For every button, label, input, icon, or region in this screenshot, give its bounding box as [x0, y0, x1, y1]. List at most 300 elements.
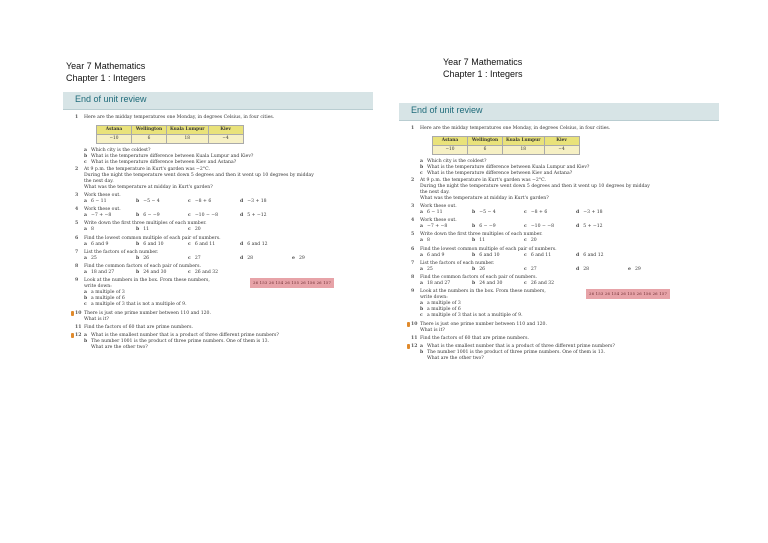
question-text: write down:: [420, 295, 448, 301]
option: [292, 256, 344, 262]
question-text: What is it?: [84, 316, 109, 322]
question-text: Work these out.: [420, 203, 457, 209]
option-letter: a: [84, 269, 87, 275]
question-text: List the factors of each number.: [84, 249, 159, 255]
option-letter: b: [472, 266, 476, 272]
question-10: [411, 322, 715, 334]
option: [84, 256, 136, 262]
part-letter: a: [84, 290, 87, 296]
option: [524, 210, 576, 216]
question-list: [411, 126, 715, 362]
part-text: What is the smallest number that is a product of three different prime numbers?: [91, 332, 279, 338]
option: [420, 224, 472, 230]
option-text: 27: [194, 255, 201, 261]
question-number: 8: [75, 263, 79, 269]
header-chapter: Chapter 1 : Integers: [66, 73, 146, 83]
challenge-marker: [407, 322, 410, 327]
option-letter: a: [84, 241, 87, 247]
city-header: Kuala Lumpur: [503, 137, 545, 146]
option-text: 6 and 9: [426, 252, 445, 258]
option-letter: b: [136, 227, 140, 233]
question-6: [75, 236, 369, 248]
question-text: Here are the midday temperatures one Monday, in degrees Celsius, in four cities.: [84, 115, 275, 120]
option: [84, 227, 136, 233]
question-number: 6: [411, 246, 415, 252]
part-letter: a: [84, 148, 87, 154]
option-letter: b: [136, 255, 140, 261]
header-right: [443, 56, 523, 80]
question-text: What was the temperature at midday in Kurt's garden?: [84, 184, 213, 190]
option-text: 26 and 32: [530, 280, 555, 286]
option: [188, 199, 240, 205]
option-letter: b: [136, 269, 140, 275]
question-1: [411, 126, 715, 178]
option-letter: d: [240, 255, 244, 261]
question-number: 5: [75, 221, 79, 227]
answer-options: [420, 238, 715, 244]
option-letter: d: [576, 210, 580, 216]
part-text: a multiple of 3 that is not a multiple of 9.: [427, 313, 523, 319]
option: [136, 227, 188, 233]
part-letter: b: [420, 307, 424, 313]
option-text: 6 − 11: [426, 210, 443, 216]
option-letter: a: [420, 266, 423, 272]
question-text: There is just one prime number between 110 and 120.: [84, 310, 211, 316]
option-letter: b: [472, 210, 476, 216]
question-number: 4: [411, 218, 415, 224]
part-text: What is the temperature difference between Kiev and Astana?: [427, 171, 573, 177]
temperature-table: [96, 125, 244, 144]
option-text: 8: [90, 227, 94, 233]
temperature-cell: −10: [97, 135, 132, 144]
question-text: List the factors of each number.: [420, 260, 495, 266]
option-letter: d: [576, 252, 580, 258]
question-text: Look at the numbers in the box. From these numbers,: [420, 289, 546, 295]
challenge-marker: [407, 344, 410, 349]
header-chapter: Chapter 1 : Integers: [443, 69, 523, 79]
option-text: 6 and 9: [90, 241, 109, 247]
question-text: write down:: [84, 284, 112, 290]
question-number: 3: [75, 192, 79, 198]
option: [136, 199, 188, 205]
option-letter: c: [188, 199, 191, 205]
option-text: 26 and 32: [194, 269, 219, 275]
option: [472, 210, 524, 216]
temperature-cell: 6: [132, 135, 167, 144]
option-letter: c: [524, 238, 527, 244]
city-header: Astana: [433, 137, 468, 146]
part-text: a multiple of 6: [91, 296, 125, 302]
option-text: 24 and 30: [143, 269, 167, 275]
question-text: At 9 p.m. the temperature in Kurt's garden was −2°C.: [84, 166, 210, 172]
option-text: 29: [298, 255, 305, 261]
option: [84, 213, 136, 219]
question-text: Work these out.: [420, 218, 457, 224]
temperature-cell: −10: [433, 146, 468, 155]
option: [240, 199, 292, 205]
option-text: −8 + 6: [530, 210, 548, 216]
option-letter: a: [84, 213, 87, 219]
option: [188, 270, 240, 276]
question-number: 1: [411, 126, 415, 131]
question-text: Write down the first three multiples of each number.: [420, 232, 543, 238]
option-text: 6 and 12: [247, 241, 268, 247]
page-title: End of unit review: [75, 94, 147, 104]
option: [188, 242, 240, 248]
option: [420, 238, 472, 244]
question-part: [420, 356, 715, 362]
question-text: Work these out.: [84, 207, 121, 213]
title-bar: [399, 103, 719, 121]
question-number: 11: [411, 335, 418, 341]
option-letter: d: [240, 241, 244, 247]
part-text: What are the other two?: [427, 356, 484, 361]
question-number: 11: [75, 324, 82, 330]
question-text: the next day.: [420, 189, 450, 195]
city-header: Kiev: [544, 137, 579, 146]
question-9: [75, 278, 369, 308]
option: [136, 242, 188, 248]
option-text: 6 and 12: [583, 252, 604, 258]
header-subject: Year 7 Mathematics: [443, 57, 523, 67]
temperature-cell: −4: [544, 146, 579, 155]
part-text: a multiple of 6: [427, 307, 461, 313]
page-title: End of unit review: [411, 105, 483, 115]
option-text: 6 and 11: [194, 241, 216, 247]
question-3: [411, 204, 715, 216]
option-text: 6 and 10: [143, 241, 164, 247]
option-letter: c: [188, 269, 191, 275]
option: [420, 210, 472, 216]
part-letter: c: [84, 160, 87, 166]
option-text: 29: [634, 266, 641, 272]
option-text: 25: [426, 266, 433, 272]
city-header: Kuala Lumpur: [167, 126, 209, 135]
question-8: [411, 275, 715, 287]
question-number: 6: [75, 235, 79, 241]
option-letter: a: [420, 252, 423, 258]
option-letter: a: [84, 227, 87, 233]
answer-options: [84, 256, 369, 262]
number-box: 26 153 26 154 26 155 26 156 26 157: [586, 289, 670, 299]
question-number: 10: [75, 310, 82, 316]
part-letter: a: [420, 159, 423, 165]
option-text: 26: [479, 266, 486, 272]
worksheet-page-left: [63, 92, 373, 442]
temperature-cell: 18: [167, 135, 209, 144]
part-letter: c: [84, 302, 87, 308]
answer-options: [84, 227, 369, 233]
option-text: −5 − 4: [143, 199, 160, 205]
option-text: 25: [90, 255, 97, 261]
option: [524, 267, 576, 273]
question-number: 3: [411, 203, 415, 209]
option: [472, 267, 524, 273]
question-list: [75, 115, 369, 351]
option: [240, 213, 292, 219]
answer-options: [84, 270, 369, 276]
question-text: Find the common factors of each pair of numbers.: [420, 274, 537, 280]
part-text: a multiple of 3: [91, 290, 125, 296]
question-text: What is it?: [420, 327, 445, 333]
question-number: 12: [411, 343, 418, 349]
question-number: 5: [411, 232, 415, 238]
question-text: Find the lowest common multiple of each pair of numbers.: [84, 235, 221, 241]
option-text: 11: [143, 227, 150, 233]
part-letter: a: [420, 301, 423, 307]
question-11: [411, 336, 715, 342]
question-12: [411, 344, 715, 362]
option: [188, 213, 240, 219]
option-letter: a: [420, 238, 423, 244]
option-text: −10 − −8: [530, 224, 555, 230]
question-7: [411, 261, 715, 273]
option: [472, 281, 524, 287]
option: [472, 224, 524, 230]
question-part: [84, 345, 369, 351]
option: [136, 213, 188, 219]
question-text: Look at the numbers in the box. From these numbers,: [84, 278, 210, 284]
option: [84, 242, 136, 248]
option: [240, 242, 292, 248]
question-10: [75, 311, 369, 323]
challenge-marker: [71, 311, 74, 316]
option: [136, 256, 188, 262]
option-letter: b: [136, 199, 140, 205]
option-letter: a: [84, 255, 87, 261]
number-box: 26 153 26 154 26 155 26 156 26 157: [250, 278, 334, 288]
question-text: During the night the temperature went down 5 degrees and then it went up 10 degrees by midday: [84, 172, 314, 178]
question-number: 7: [75, 249, 79, 255]
question-5: [411, 232, 715, 244]
question-number: 9: [411, 289, 415, 295]
option-letter: c: [188, 227, 191, 233]
option-text: 6 and 11: [530, 252, 552, 258]
option-text: −3 + 18: [583, 210, 603, 216]
question-12: [75, 333, 369, 351]
question-text: Find the factors of 60 that are prime numbers.: [420, 335, 529, 341]
option-text: −3 + 18: [247, 199, 267, 205]
question-text: There is just one prime number between 110 and 120.: [420, 321, 547, 327]
option-letter: c: [524, 224, 527, 230]
part-letter: b: [84, 296, 88, 302]
question-text: During the night the temperature went down 5 degrees and then it went up 10 degrees by midday: [420, 183, 650, 189]
question-text: Here are the midday temperatures one Monday, in degrees Celsius, in four cities.: [420, 126, 611, 131]
question-text: What was the temperature at midday in Kurt's garden?: [420, 195, 549, 201]
option-text: 28: [247, 255, 254, 261]
option-text: 5 + −12: [247, 213, 267, 219]
option-letter: a: [420, 224, 423, 230]
temperature-cell: 6: [468, 146, 503, 155]
option-text: 6 − −9: [479, 224, 496, 230]
part-letter: c: [420, 313, 423, 319]
option-text: 8: [426, 238, 430, 244]
option: [84, 199, 136, 205]
option-text: 18 and 27: [90, 269, 115, 275]
answer-options: [84, 213, 369, 219]
option-letter: e: [628, 266, 631, 272]
question-8: [75, 264, 369, 276]
question-number: 10: [411, 321, 418, 327]
title-bar: [63, 92, 373, 110]
option-letter: d: [240, 199, 244, 205]
option-letter: b: [472, 252, 476, 258]
question-1: [75, 115, 369, 167]
part-letter: a: [420, 343, 423, 349]
question-number: 8: [411, 274, 415, 280]
temperature-cell: 18: [503, 146, 545, 155]
question-9: [411, 289, 715, 319]
answer-options: [420, 281, 715, 287]
part-text: a multiple of 3 that is not a multiple of 9.: [91, 302, 187, 308]
question-number: 9: [75, 278, 79, 284]
option-letter: d: [576, 224, 580, 230]
temperature-table: [432, 136, 580, 155]
challenge-marker: [71, 333, 74, 338]
question-2: [75, 167, 369, 191]
part-text: a multiple of 3: [427, 301, 461, 307]
answer-options: [420, 210, 715, 216]
part-text: What is the temperature difference between Kuala Lumpur and Kiev?: [91, 154, 254, 160]
temperature-cell: −4: [208, 135, 243, 144]
option: [136, 270, 188, 276]
question-text: Find the factors of 60 that are prime numbers.: [84, 324, 193, 330]
part-text: The number 1001 is the product of three prime numbers. One of them is 13.: [427, 349, 606, 355]
part-letter: c: [420, 171, 423, 177]
option-text: 6 and 10: [479, 252, 500, 258]
option: [472, 238, 524, 244]
option: [576, 253, 628, 259]
option-letter: a: [420, 210, 423, 216]
question-6: [411, 247, 715, 259]
question-11: [75, 325, 369, 331]
option-text: −8 + 6: [194, 199, 212, 205]
option: [240, 256, 292, 262]
answer-options: [84, 242, 369, 248]
question-2: [411, 178, 715, 202]
option-text: 6 − 11: [90, 199, 107, 205]
part-letter: b: [420, 349, 424, 355]
option-letter: c: [188, 213, 191, 219]
option-letter: d: [240, 213, 244, 219]
option-letter: c: [188, 255, 191, 261]
option-text: −10 − −8: [194, 213, 219, 219]
question-part: [420, 313, 715, 319]
option-letter: e: [292, 255, 295, 261]
header-left: [66, 60, 146, 84]
option-letter: b: [136, 213, 140, 219]
option-text: 5 + −12: [583, 224, 603, 230]
option: [472, 253, 524, 259]
option-text: −7 + −8: [90, 213, 112, 219]
option-text: 11: [479, 238, 486, 244]
option-text: 20: [530, 238, 537, 244]
part-text: Which city is the coldest?: [91, 148, 151, 154]
option-letter: c: [524, 266, 527, 272]
answer-options: [84, 199, 369, 205]
option-text: 20: [194, 227, 201, 233]
option-letter: c: [188, 241, 191, 247]
option-text: 24 and 30: [479, 280, 503, 286]
part-letter: a: [84, 332, 87, 338]
part-text: Which city is the coldest?: [427, 159, 487, 165]
option: [420, 253, 472, 259]
header-subject: Year 7 Mathematics: [66, 61, 146, 71]
question-text: Write down the first three multiples of each number.: [84, 221, 207, 227]
answer-options: [420, 253, 715, 259]
option-letter: b: [472, 238, 476, 244]
option-text: 27: [530, 266, 537, 272]
option-letter: a: [84, 199, 87, 205]
option-letter: d: [576, 266, 580, 272]
option: [628, 267, 680, 273]
option: [524, 253, 576, 259]
part-text: What is the temperature difference between Kuala Lumpur and Kiev?: [427, 165, 590, 171]
option: [188, 227, 240, 233]
option: [420, 267, 472, 273]
part-letter: b: [420, 165, 424, 171]
option: [84, 270, 136, 276]
option: [576, 267, 628, 273]
question-5: [75, 221, 369, 233]
question-text: At 9 p.m. the temperature in Kurt's garden was −2°C.: [420, 177, 546, 183]
part-text: What are the other two?: [91, 345, 148, 350]
option: [524, 224, 576, 230]
option-text: 6 − −9: [143, 213, 160, 219]
question-number: 2: [75, 166, 79, 172]
question-text: Find the lowest common multiple of each pair of numbers.: [420, 246, 557, 252]
option: [524, 238, 576, 244]
answer-options: [420, 224, 715, 230]
question-part: [84, 302, 369, 308]
question-4: [75, 207, 369, 219]
part-letter: b: [84, 154, 88, 160]
option-letter: b: [472, 224, 476, 230]
option: [576, 210, 628, 216]
question-number: 1: [75, 115, 79, 120]
part-letter: b: [84, 338, 88, 344]
option-letter: a: [420, 280, 423, 286]
question-number: 12: [75, 332, 82, 338]
option: [188, 256, 240, 262]
option: [576, 224, 628, 230]
question-number: 2: [411, 177, 415, 183]
part-text: What is the temperature difference between Kiev and Astana?: [91, 160, 237, 166]
option: [524, 281, 576, 287]
worksheet-page-right: [399, 103, 719, 463]
option-letter: c: [524, 210, 527, 216]
option-text: −5 − 4: [479, 210, 496, 216]
option: [420, 281, 472, 287]
city-header: Wellington: [468, 137, 503, 146]
option-text: 26: [143, 255, 150, 261]
question-text: the next day.: [84, 178, 114, 184]
question-number: 7: [411, 260, 415, 266]
question-text: Work these out.: [84, 192, 121, 198]
answer-options: [420, 267, 715, 273]
city-header: Kiev: [208, 126, 243, 135]
question-7: [75, 250, 369, 262]
question-text: Find the common factors of each pair of numbers.: [84, 263, 201, 269]
question-number: 4: [75, 207, 79, 213]
city-header: Wellington: [132, 126, 167, 135]
option-text: 18 and 27: [426, 280, 451, 286]
option-letter: b: [472, 280, 476, 286]
option-letter: c: [524, 252, 527, 258]
part-text: What is the smallest number that is a product of three different prime numbers?: [427, 343, 615, 349]
part-text: The number 1001 is the product of three prime numbers. One of them is 13.: [91, 338, 270, 344]
option-letter: c: [524, 280, 527, 286]
